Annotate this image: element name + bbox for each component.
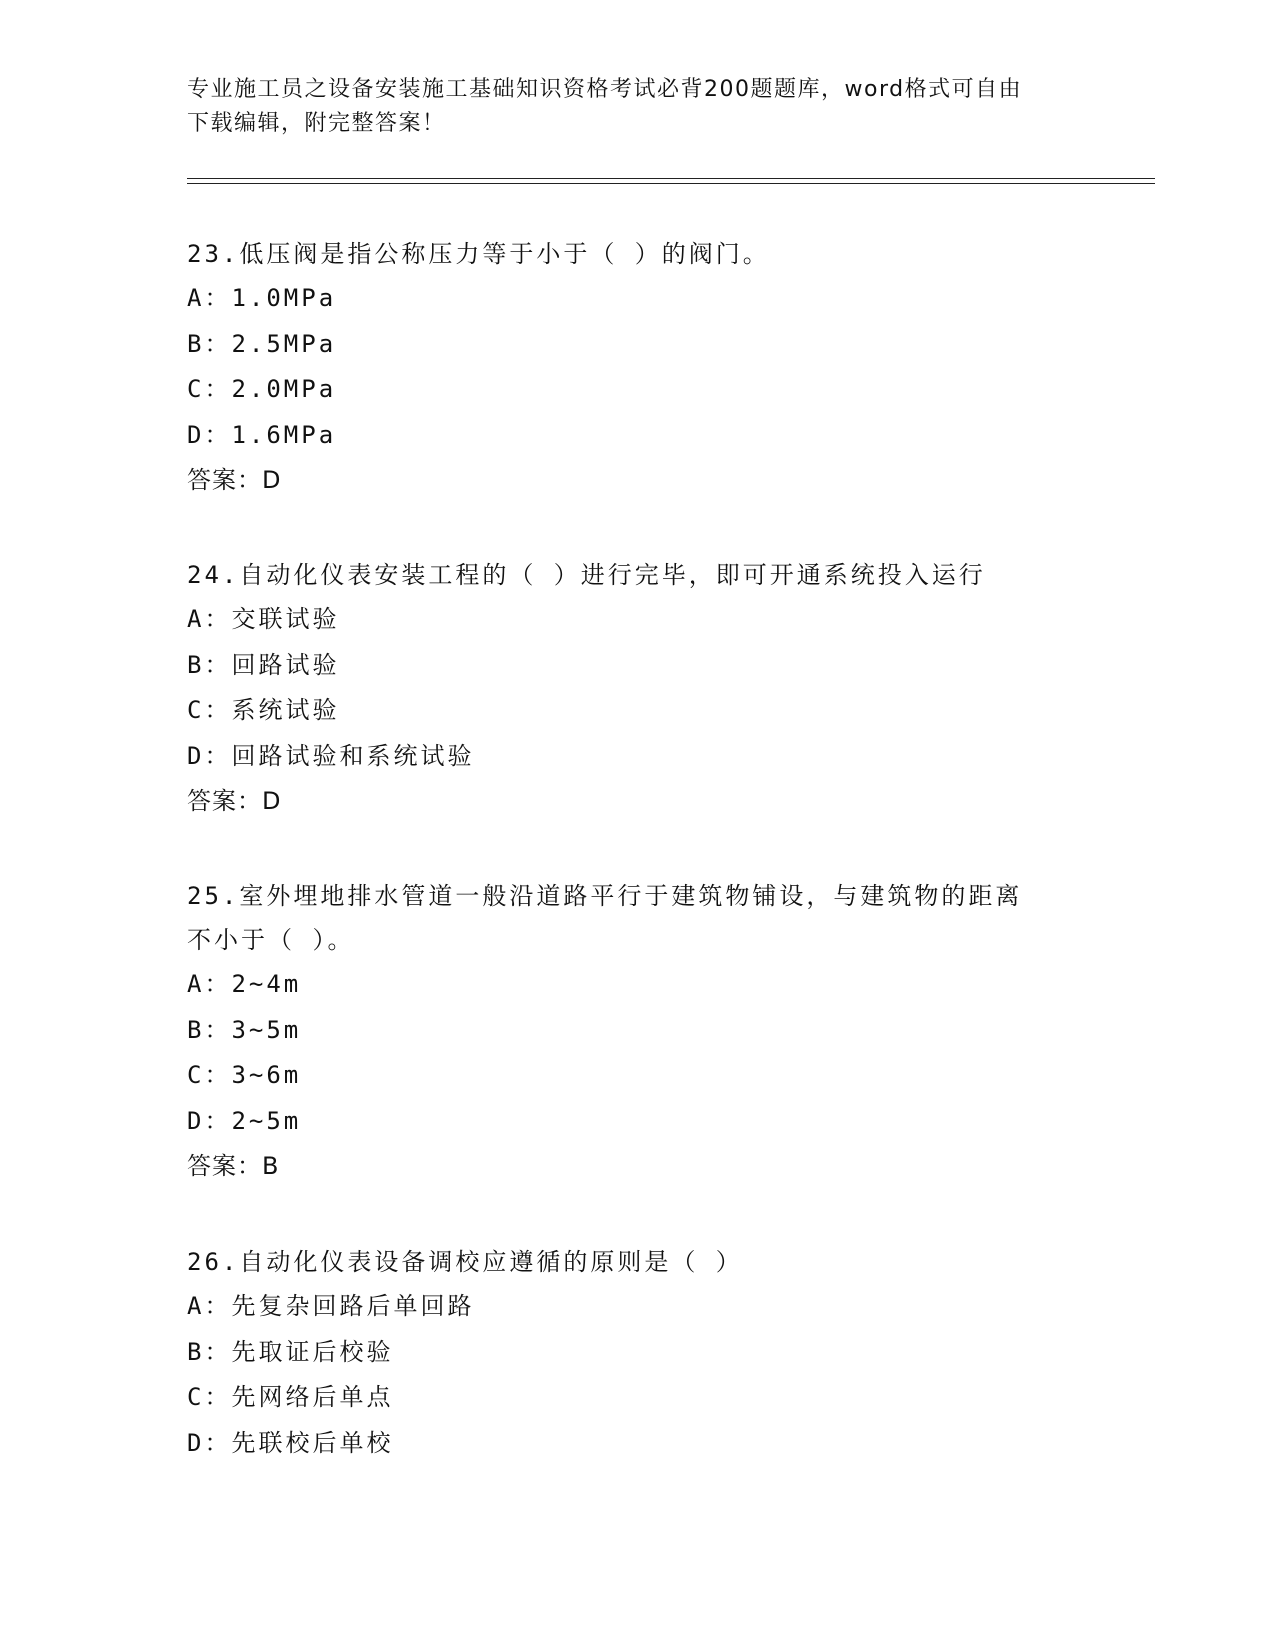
option-c (187, 1375, 1087, 1421)
option-text: 回路试验和系统试验 (231, 741, 475, 770)
header-line-1: 专业施工员之设备安装施工基础知识资格考试必背200题题库，word格式可自由 (187, 77, 1023, 102)
option-a (187, 276, 1087, 322)
option-letter: A： (187, 970, 232, 998)
option-letter: B： (187, 1337, 232, 1366)
option-c (187, 367, 1087, 413)
option-letter: D： (187, 1428, 232, 1457)
option-text: 1.6MPa (231, 420, 337, 449)
question-23 (187, 232, 1087, 502)
option-text: 2~5m (231, 1106, 302, 1135)
option-letter: C： (187, 1061, 232, 1089)
document-header (187, 73, 1087, 141)
question-stem-line: 25.室外埋地排水管道一般沿道路平行于建筑物铺设，与建筑物的距离 (187, 882, 1023, 910)
option-text: 3~5m (231, 1015, 302, 1044)
header-divider-bottom (187, 183, 1155, 184)
question-stem-line: 26.自动化仪表设备调校应遵循的原则是（ ） (187, 1248, 743, 1276)
option-letter: C： (187, 1383, 232, 1411)
option-b (187, 322, 1087, 368)
option-text: 系统试验 (231, 696, 340, 724)
option-c (187, 688, 1087, 734)
option-b (187, 643, 1087, 689)
question-stem (187, 553, 1087, 597)
answer-label: 答案：B (187, 1152, 280, 1180)
option-d (187, 413, 1087, 459)
option-text: 交联试验 (231, 605, 340, 633)
option-text: 回路试验 (231, 650, 340, 679)
answer-label: 答案：D (187, 466, 282, 494)
question-26 (187, 1240, 1087, 1466)
option-d (187, 1421, 1087, 1467)
question-stem-line: 23.低压阀是指公称压力等于小于（ ）的阀门。 (187, 240, 770, 268)
option-text: 2.5MPa (231, 329, 337, 358)
header-divider-top (187, 178, 1155, 179)
option-letter: A： (187, 605, 232, 633)
option-letter: D： (187, 741, 232, 770)
question-stem (187, 232, 1087, 276)
option-d (187, 1099, 1087, 1145)
question-25 (187, 874, 1087, 1188)
option-letter: D： (187, 1106, 232, 1135)
question-24 (187, 553, 1087, 823)
option-b (187, 1330, 1087, 1376)
option-text: 3~6m (231, 1061, 302, 1089)
option-text: 1.0MPa (231, 284, 337, 312)
option-d (187, 734, 1087, 780)
question-stem-line: 24.自动化仪表安装工程的（ ）进行完毕，即可开通系统投入运行 (187, 561, 986, 589)
option-text: 先联校后单校 (231, 1428, 394, 1457)
question-stem-line: 不小于（ ）。 (187, 926, 355, 954)
option-b (187, 1008, 1087, 1054)
option-letter: C： (187, 375, 232, 403)
question-stem (187, 874, 1087, 962)
option-text: 2.0MPa (231, 375, 337, 403)
option-text: 先取证后校验 (231, 1337, 394, 1366)
option-letter: B： (187, 329, 232, 358)
option-text: 先复杂回路后单回路 (231, 1292, 475, 1320)
option-text: 2~4m (231, 970, 302, 998)
option-a (187, 1284, 1087, 1330)
option-a (187, 597, 1087, 643)
option-letter: B： (187, 1015, 232, 1044)
option-letter: B： (187, 650, 232, 679)
option-letter: A： (187, 284, 232, 312)
option-letter: D： (187, 420, 232, 449)
option-letter: C： (187, 696, 232, 724)
option-text: 先网络后单点 (231, 1383, 394, 1411)
option-letter: A： (187, 1292, 232, 1320)
answer-label: 答案：D (187, 787, 282, 815)
header-line-2: 下载编辑，附完整答案！ (187, 111, 446, 136)
question-stem (187, 1240, 1087, 1284)
option-c (187, 1053, 1087, 1099)
option-a (187, 962, 1087, 1008)
